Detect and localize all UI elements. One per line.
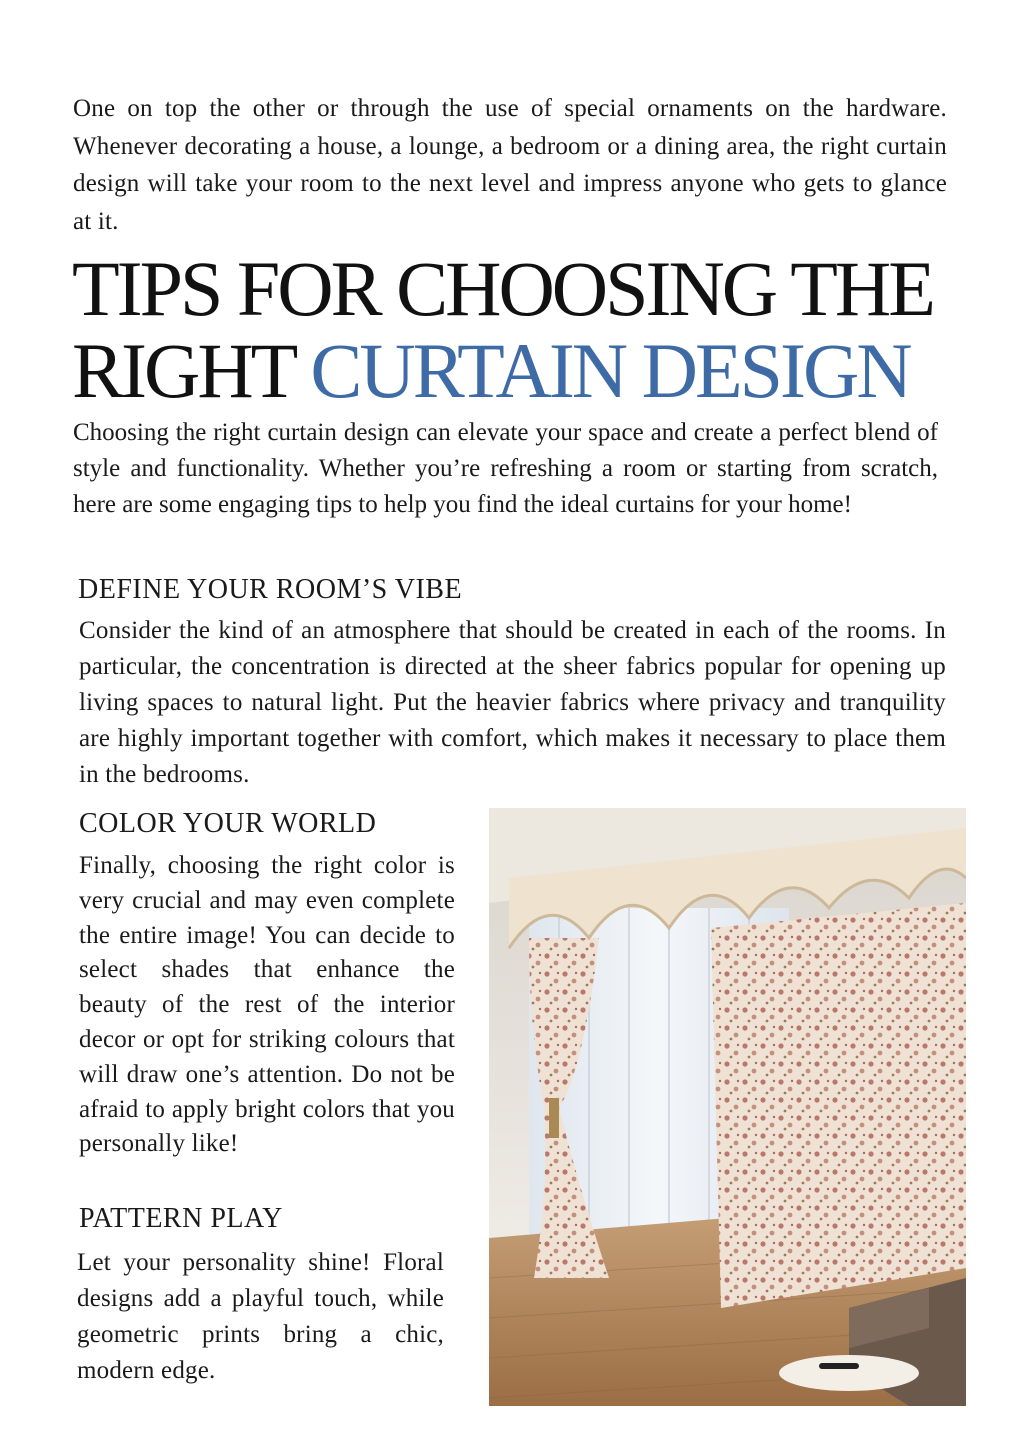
title-line-2-plain: RIGHT (72, 327, 294, 414)
section-body-pattern: Let your personality shine! Floral designs add a playful touch, while geometric prints bring a chic, modern edge. (77, 1249, 444, 1384)
title-line-1: TIPS FOR CHOOSING THE (72, 245, 933, 332)
section-heading-color: COLOR YOUR WORLD (79, 808, 377, 839)
section-body-color: Finally, choosing the right color is very crucial and may even complete the entire image! You can decide to select shades that enhance the beauty of the rest of the interior decor or opt for striking colours that will draw one’s attention. Do not be afraid to apply bright colors that you personally like! (79, 852, 455, 1158)
section-heading-pattern: PATTERN PLAY (79, 1203, 283, 1234)
lead-paragraph: Choosing the right curtain design can elevate your space and create a perfect blend of style and functionality. Whether you’re refreshing a room or starting from scratch, here are some engaging tips to help you find the ideal curtains for your home! (73, 419, 938, 518)
section-body-vibe: Consider the kind of an atmosphere that should be created in each of the rooms. In particular, the concentration is directed at the sheer fabrics popular for opening up living spaces to natural light. Put the heavier fabrics where privacy and tranquility are highly important together with comfort, which makes it necessary to place them in the bedrooms. (79, 617, 946, 788)
curtain-room-photo (489, 808, 966, 1406)
intro-paragraph: One on top the other or through the use of special ornaments on the hardware. Whenever decorating a house, a lounge, a bedroom or a dining area, the right curtain design will take your room to the next level and impress anyone who gets to glance at it. (73, 95, 947, 235)
title-line-2-accent: CURTAIN DESIGN (310, 327, 910, 414)
section-heading-vibe: DEFINE YOUR ROOM’S VIBE (78, 574, 463, 605)
page-title (72, 245, 972, 414)
